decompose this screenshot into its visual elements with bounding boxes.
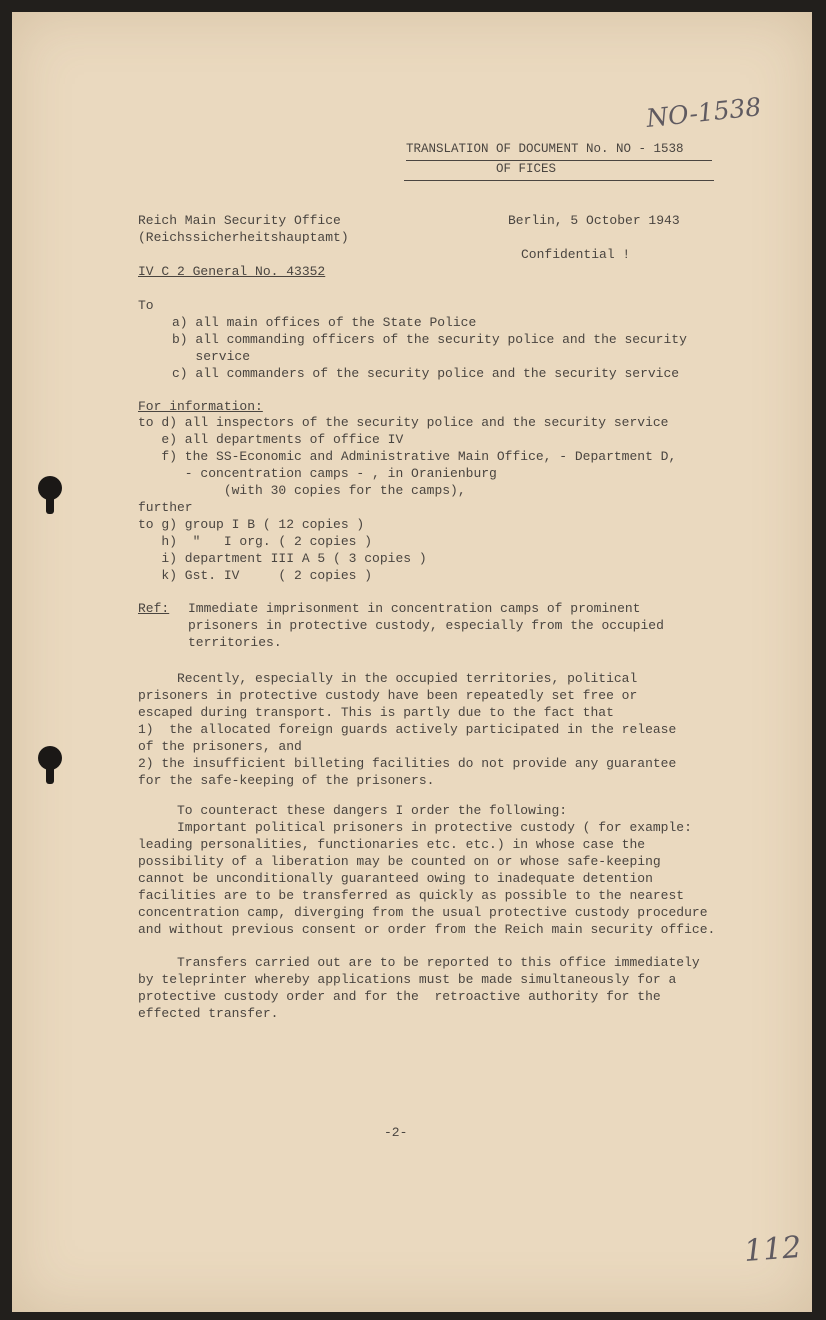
date-line: Berlin, 5 October 1943: [508, 213, 680, 228]
document-page: [12, 12, 812, 1312]
ref-text-line: territories.: [188, 635, 282, 650]
paragraph-line: Transfers carried out are to be reported to this office immediately: [138, 955, 700, 970]
further-label: further: [138, 500, 193, 515]
paragraph-line: by teleprinter whereby applications must be made simultaneously for a: [138, 972, 677, 987]
sender-name-german: (Reichssicherheitshauptamt): [138, 230, 349, 245]
punch-hole-upper: [38, 476, 62, 500]
further-line: k) Gst. IV ( 2 copies ): [138, 568, 373, 583]
paragraph-line: 1) the allocated foreign guards actively participated in the release: [138, 722, 677, 737]
translation-subheading: OF FICES: [496, 162, 557, 176]
classification-note: Confidential !: [521, 247, 631, 262]
paragraph-line: and without previous consent or order from the Reich main security office.: [138, 922, 716, 937]
ref-text-line: prisoners in protective custody, especially from the occupied: [188, 618, 664, 633]
further-line: i) department III A 5 ( 3 copies ): [138, 551, 427, 566]
paragraph-line: for the safe-keeping of the prisoners.: [138, 773, 435, 788]
paragraph-line: protective custody order and for the retroactive authority for the: [138, 989, 661, 1004]
paragraph-line: prisoners in protective custody have been repeatedly set free or: [138, 688, 638, 703]
recipient-line: service: [172, 349, 251, 364]
recipient-line: a) all main offices of the State Police: [172, 315, 477, 330]
paragraph-line: cannot be unconditionally guaranteed owing to inadequate detention: [138, 871, 653, 886]
to-label: To: [138, 298, 154, 313]
paragraph-line: 2) the insufficient billeting facilities do not provide any guarantee: [138, 756, 677, 771]
paragraph-line: Important political prisoners in protective custody ( for example:: [138, 820, 692, 835]
translation-heading: TRANSLATION OF DOCUMENT No. NO - 1538: [406, 142, 684, 156]
paragraph-line: To counteract these dangers I order the following:: [138, 803, 568, 818]
for-information-label: For information:: [138, 399, 263, 414]
paragraph-line: effected transfer.: [138, 1006, 279, 1021]
further-line: to g) group I B ( 12 copies ): [138, 517, 365, 532]
information-line: - concentration camps - , in Oranienburg: [138, 466, 497, 481]
recipient-line: c) all commanders of the security police and the security service: [172, 366, 680, 381]
document-stamp-number: NO-1538: [644, 92, 763, 133]
paragraph-line: escaped during transport. This is partly due to the fact that: [138, 705, 614, 720]
further-line: h) " I org. ( 2 copies ): [138, 534, 373, 549]
folio-number: 112: [742, 1230, 803, 1269]
sender-name: Reich Main Security Office: [138, 213, 341, 228]
punch-hole-lower: [38, 746, 62, 770]
information-line: e) all departments of office IV: [138, 432, 404, 447]
paragraph-line: concentration camp, diverging from the usual protective custody procedure: [138, 905, 708, 920]
page-number: -2-: [384, 1125, 408, 1140]
information-line: f) the SS-Economic and Administrative Main Office, - Department D,: [138, 449, 677, 464]
information-line: (with 30 copies for the camps),: [138, 483, 466, 498]
ref-text-line: Immediate imprisonment in concentration camps of prominent: [188, 601, 641, 616]
paragraph-line: leading personalities, functionaries etc. etc.) in whose case the: [138, 837, 646, 852]
paragraph-line: Recently, especially in the occupied territories, political: [138, 671, 638, 686]
reference-number: IV C 2 General No. 43352: [138, 264, 326, 279]
information-line: to d) all inspectors of the security police and the security service: [138, 415, 669, 430]
subheading-underline: [404, 180, 714, 181]
recipient-line: b) all commanding officers of the security police and the security: [172, 332, 687, 347]
paragraph-line: of the prisoners, and: [138, 739, 302, 754]
heading-underline: [406, 160, 712, 161]
ref-label: Ref:: [138, 601, 170, 616]
paragraph-line: possibility of a liberation may be counted on or whose safe-keeping: [138, 854, 661, 869]
paragraph-line: facilities are to be transferred as quickly as possible to the nearest: [138, 888, 685, 903]
